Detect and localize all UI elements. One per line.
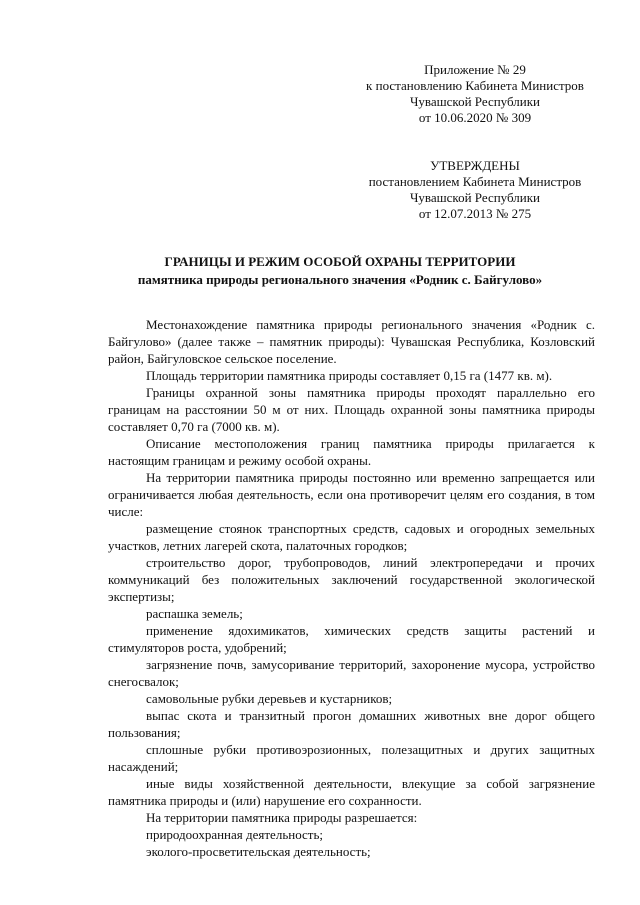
paragraph: На территории памятника природы разрешается: bbox=[146, 810, 418, 825]
list-item: распашка земель; bbox=[146, 606, 243, 621]
list-item: сплошные рубки противоэрозионных, полезащитных и других защитных насаждений; bbox=[108, 742, 595, 774]
approval-date-line: от 12.07.2013 № 275 bbox=[418, 206, 532, 221]
approval-heading: УТВЕРЖДЕНЫ bbox=[430, 158, 520, 173]
appendix-number: Приложение № 29 bbox=[424, 62, 526, 77]
paragraph: Площадь территории памятника природы составляет 0,15 га (1477 кв. м). bbox=[146, 368, 553, 383]
list-item: строительство дорог, трубопроводов, линий электропередачи и прочих коммуникаций без положительных заключений государственной экологической экспертизы; bbox=[108, 555, 595, 604]
appendix-decree-line: к постановлению Кабинета Министров bbox=[366, 78, 584, 93]
paragraph: На территории памятника природы постоянно или временно запрещается или ограничивается любая деятельность, если она противоречит целям его создания, в том числе: bbox=[108, 470, 595, 519]
document-body bbox=[108, 316, 595, 860]
approval-decree-line: постановлением Кабинета Министров bbox=[368, 174, 582, 189]
approval-block bbox=[355, 158, 595, 222]
document-subtitle: памятника природы регионального значения «Родник с. Байгулово» bbox=[137, 272, 543, 287]
approval-republic-line: Чувашской Республики bbox=[409, 190, 541, 205]
list-item: природоохранная деятельность; bbox=[146, 827, 324, 842]
list-item: иные виды хозяйственной деятельности, влекущие за собой загрязнение памятника природы и (или) нарушение его сохранности. bbox=[108, 776, 595, 808]
paragraph: Описание местоположения границ памятника природы прилагается к настоящим границам и режиму особой охраны. bbox=[108, 436, 595, 468]
list-item: выпас скота и транзитный прогон домашних животных вне дорог общего пользования; bbox=[108, 708, 595, 740]
list-item: применение ядохимикатов, химических средств защиты растений и стимуляторов роста, удобрений; bbox=[108, 623, 595, 655]
appendix-date-line: от 10.06.2020 № 309 bbox=[418, 110, 532, 125]
list-item: размещение стоянок транспортных средств, садовых и огородных земельных участков, летних лагерей скота, палаточных городков; bbox=[108, 521, 595, 553]
list-item: загрязнение почв, замусоривание территорий, захоронение мусора, устройство снегосвалок; bbox=[108, 657, 595, 689]
paragraph: Границы охранной зоны памятника природы проходят параллельно его границам на расстоянии 50 м от них. Площадь охранной зоны памятника природы составляет 0,70 га (7000 кв. м). bbox=[108, 385, 595, 434]
paragraph: Местонахождение памятника природы регионального значения «Родник с. Байгулово» (далее также – памятник природы): Чувашская Республика, Козловский район, Байгуловское сельское поселение. bbox=[108, 317, 595, 366]
appendix-header bbox=[355, 62, 595, 126]
document-title: ГРАНИЦЫ И РЕЖИМ ОСОБОЙ ОХРАНЫ ТЕРРИТОРИИ bbox=[164, 254, 516, 269]
list-item: самовольные рубки деревьев и кустарников; bbox=[146, 691, 393, 706]
appendix-republic-line: Чувашской Республики bbox=[409, 94, 541, 109]
list-item: эколого-просветительская деятельность; bbox=[146, 844, 371, 859]
